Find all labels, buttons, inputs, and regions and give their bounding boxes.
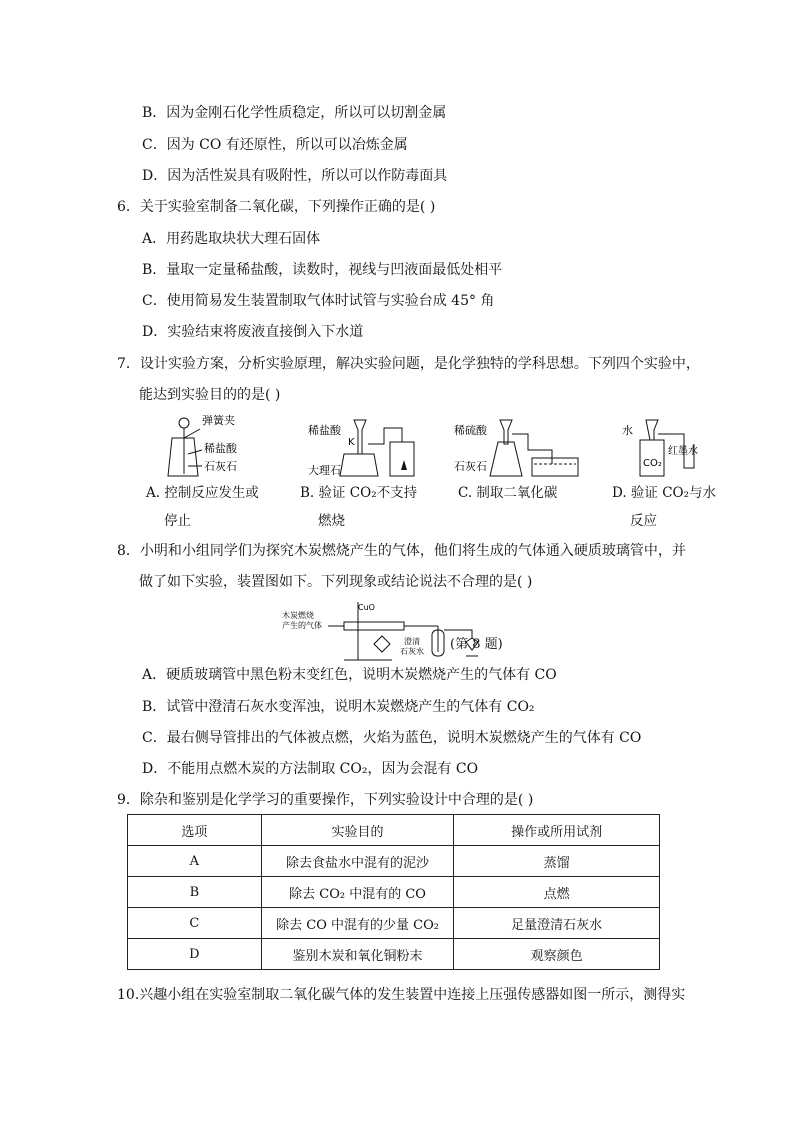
q7-stem-line2: 能达到实验目的的是( )	[139, 387, 281, 403]
q7-caption-d-line1: D. 验证 CO₂与水	[612, 485, 717, 501]
table-cell: A	[128, 846, 262, 877]
q9-table	[127, 814, 660, 970]
q8-stem-line2: 做了如下实验，装置图如下。下列现象或结论说法不合理的是( )	[139, 574, 533, 590]
table-header-cell: 操作或所用试剂	[454, 815, 660, 846]
q7-figure-a	[160, 414, 250, 482]
q7-figure-d	[622, 414, 712, 482]
q7-c-label-acid: 稀硫酸	[454, 424, 487, 437]
table-row	[128, 877, 660, 908]
table-row	[128, 939, 660, 970]
table-cell: 除去 CO 中混有的少量 CO₂	[261, 908, 454, 939]
table-cell: D	[128, 939, 262, 970]
table-cell: 观察颜色	[454, 939, 660, 970]
q8-option-d: D．不能用点燃木炭的方法制取 CO₂，因为会混有 CO	[142, 761, 479, 777]
q7-caption-b-line2: 燃烧	[318, 513, 345, 529]
table-cell: 鉴别木炭和氧化铜粉末	[261, 939, 454, 970]
q9-stem: 9．除杂和鉴别是化学学习的重要操作，下列实验设计中合理的是( )	[117, 792, 534, 808]
q6-option-a: A．用药匙取块状大理石固体	[142, 231, 321, 247]
q7-a-label-clamp: 弹簧夹	[202, 414, 235, 427]
q7-caption-a-line2: 停止	[164, 513, 191, 529]
q8-stem-line1: 8．小明和小组同学们为探究木炭燃烧产生的气体，他们将生成的气体通入硬质玻璃管中，并	[117, 543, 686, 559]
q8-figure-caption: (第 8 题)	[450, 637, 503, 652]
q5-option-b: B．因为金刚石化学性质稳定，所以可以切割金属	[142, 105, 447, 121]
q5-option-c: C．因为 CO 有还原性，所以可以冶炼金属	[142, 137, 408, 153]
q8-label-cuo: CuO	[358, 603, 375, 612]
q7-a-label-stone: 石灰石	[204, 460, 237, 473]
q5-option-d: D．因为活性炭具有吸附性，所以可以作防毒面具	[142, 168, 448, 184]
q7-b-label-marble: 大理石	[308, 464, 341, 477]
q6-option-d: D．实验结束将废液直接倒入下水道	[142, 324, 364, 340]
table-cell: C	[128, 908, 262, 939]
q7-b-label-acid: 稀盐酸	[308, 424, 341, 437]
table-cell: 除去食盐水中混有的泥沙	[261, 846, 454, 877]
q7-a-label-acid: 稀盐酸	[204, 442, 237, 455]
q8-option-c: C．最右侧导管排出的气体被点燃，火焰为蓝色，说明木炭燃烧产生的气体有 CO	[142, 730, 642, 746]
q7-figure-c	[454, 414, 582, 482]
q8-option-b: B．试管中澄清石灰水变浑浊，说明木炭燃烧产生的气体有 CO₂	[142, 699, 535, 715]
table-row	[128, 846, 660, 877]
table-header-cell: 实验目的	[261, 815, 454, 846]
q7-caption-c-line1: C. 制取二氧化碳	[458, 485, 558, 501]
q8-label-lime-line2: 石灰水	[400, 647, 424, 656]
table-cell: 点燃	[454, 877, 660, 908]
q7-figure-b	[308, 414, 420, 482]
q7-stem-line1: 7．设计实验方案，分析实验原理，解决实验问题，是化学独特的学科思想。下列四个实验中，	[117, 356, 700, 372]
table-cell: 除去 CO₂ 中混有的 CO	[261, 877, 454, 908]
table-header-row	[128, 815, 660, 846]
q8-option-a: A．硬质玻璃管中黑色粉末变红色，说明木炭燃烧产生的气体有 CO	[142, 667, 557, 683]
table-cell: 蒸馏	[454, 846, 660, 877]
q7-caption-b-line1: B. 验证 CO₂不支持	[300, 485, 418, 501]
q7-d-label-water: 水	[622, 424, 633, 437]
q8-label-gas-line1: 木炭燃烧	[282, 611, 314, 620]
q7-caption-a-line1: A. 控制反应发生或	[146, 485, 259, 501]
q6-option-c: C．使用简易发生装置制取气体时试管与实验台成 45° 角	[142, 293, 495, 309]
table-cell: 足量澄清石灰水	[454, 908, 660, 939]
table-header-cell: 选项	[128, 815, 262, 846]
q7-caption-d-line2: 反应	[630, 513, 657, 529]
q6-stem: 6．关于实验室制备二氧化碳，下列操作正确的是( )	[117, 199, 436, 215]
q7-d-label-co2: CO₂	[643, 458, 662, 469]
q7-b-label-k: K	[348, 437, 355, 448]
table-row	[128, 908, 660, 939]
q8-label-lime-line1: 澄清	[404, 637, 420, 646]
q8-label-gas-line2: 产生的气体	[282, 621, 322, 630]
q6-option-b: B．量取一定量稀盐酸，读数时，视线与凹液面最低处相平	[142, 262, 503, 278]
table-cell: B	[128, 877, 262, 908]
q10-stem: 10.兴趣小组在实验室制取二氧化碳气体的发生装置中连接上压强传感器如图一所示，测得实	[117, 987, 686, 1003]
q7-c-label-stone: 石灰石	[454, 460, 487, 473]
q7-d-label-ink: 红墨水	[668, 446, 698, 457]
